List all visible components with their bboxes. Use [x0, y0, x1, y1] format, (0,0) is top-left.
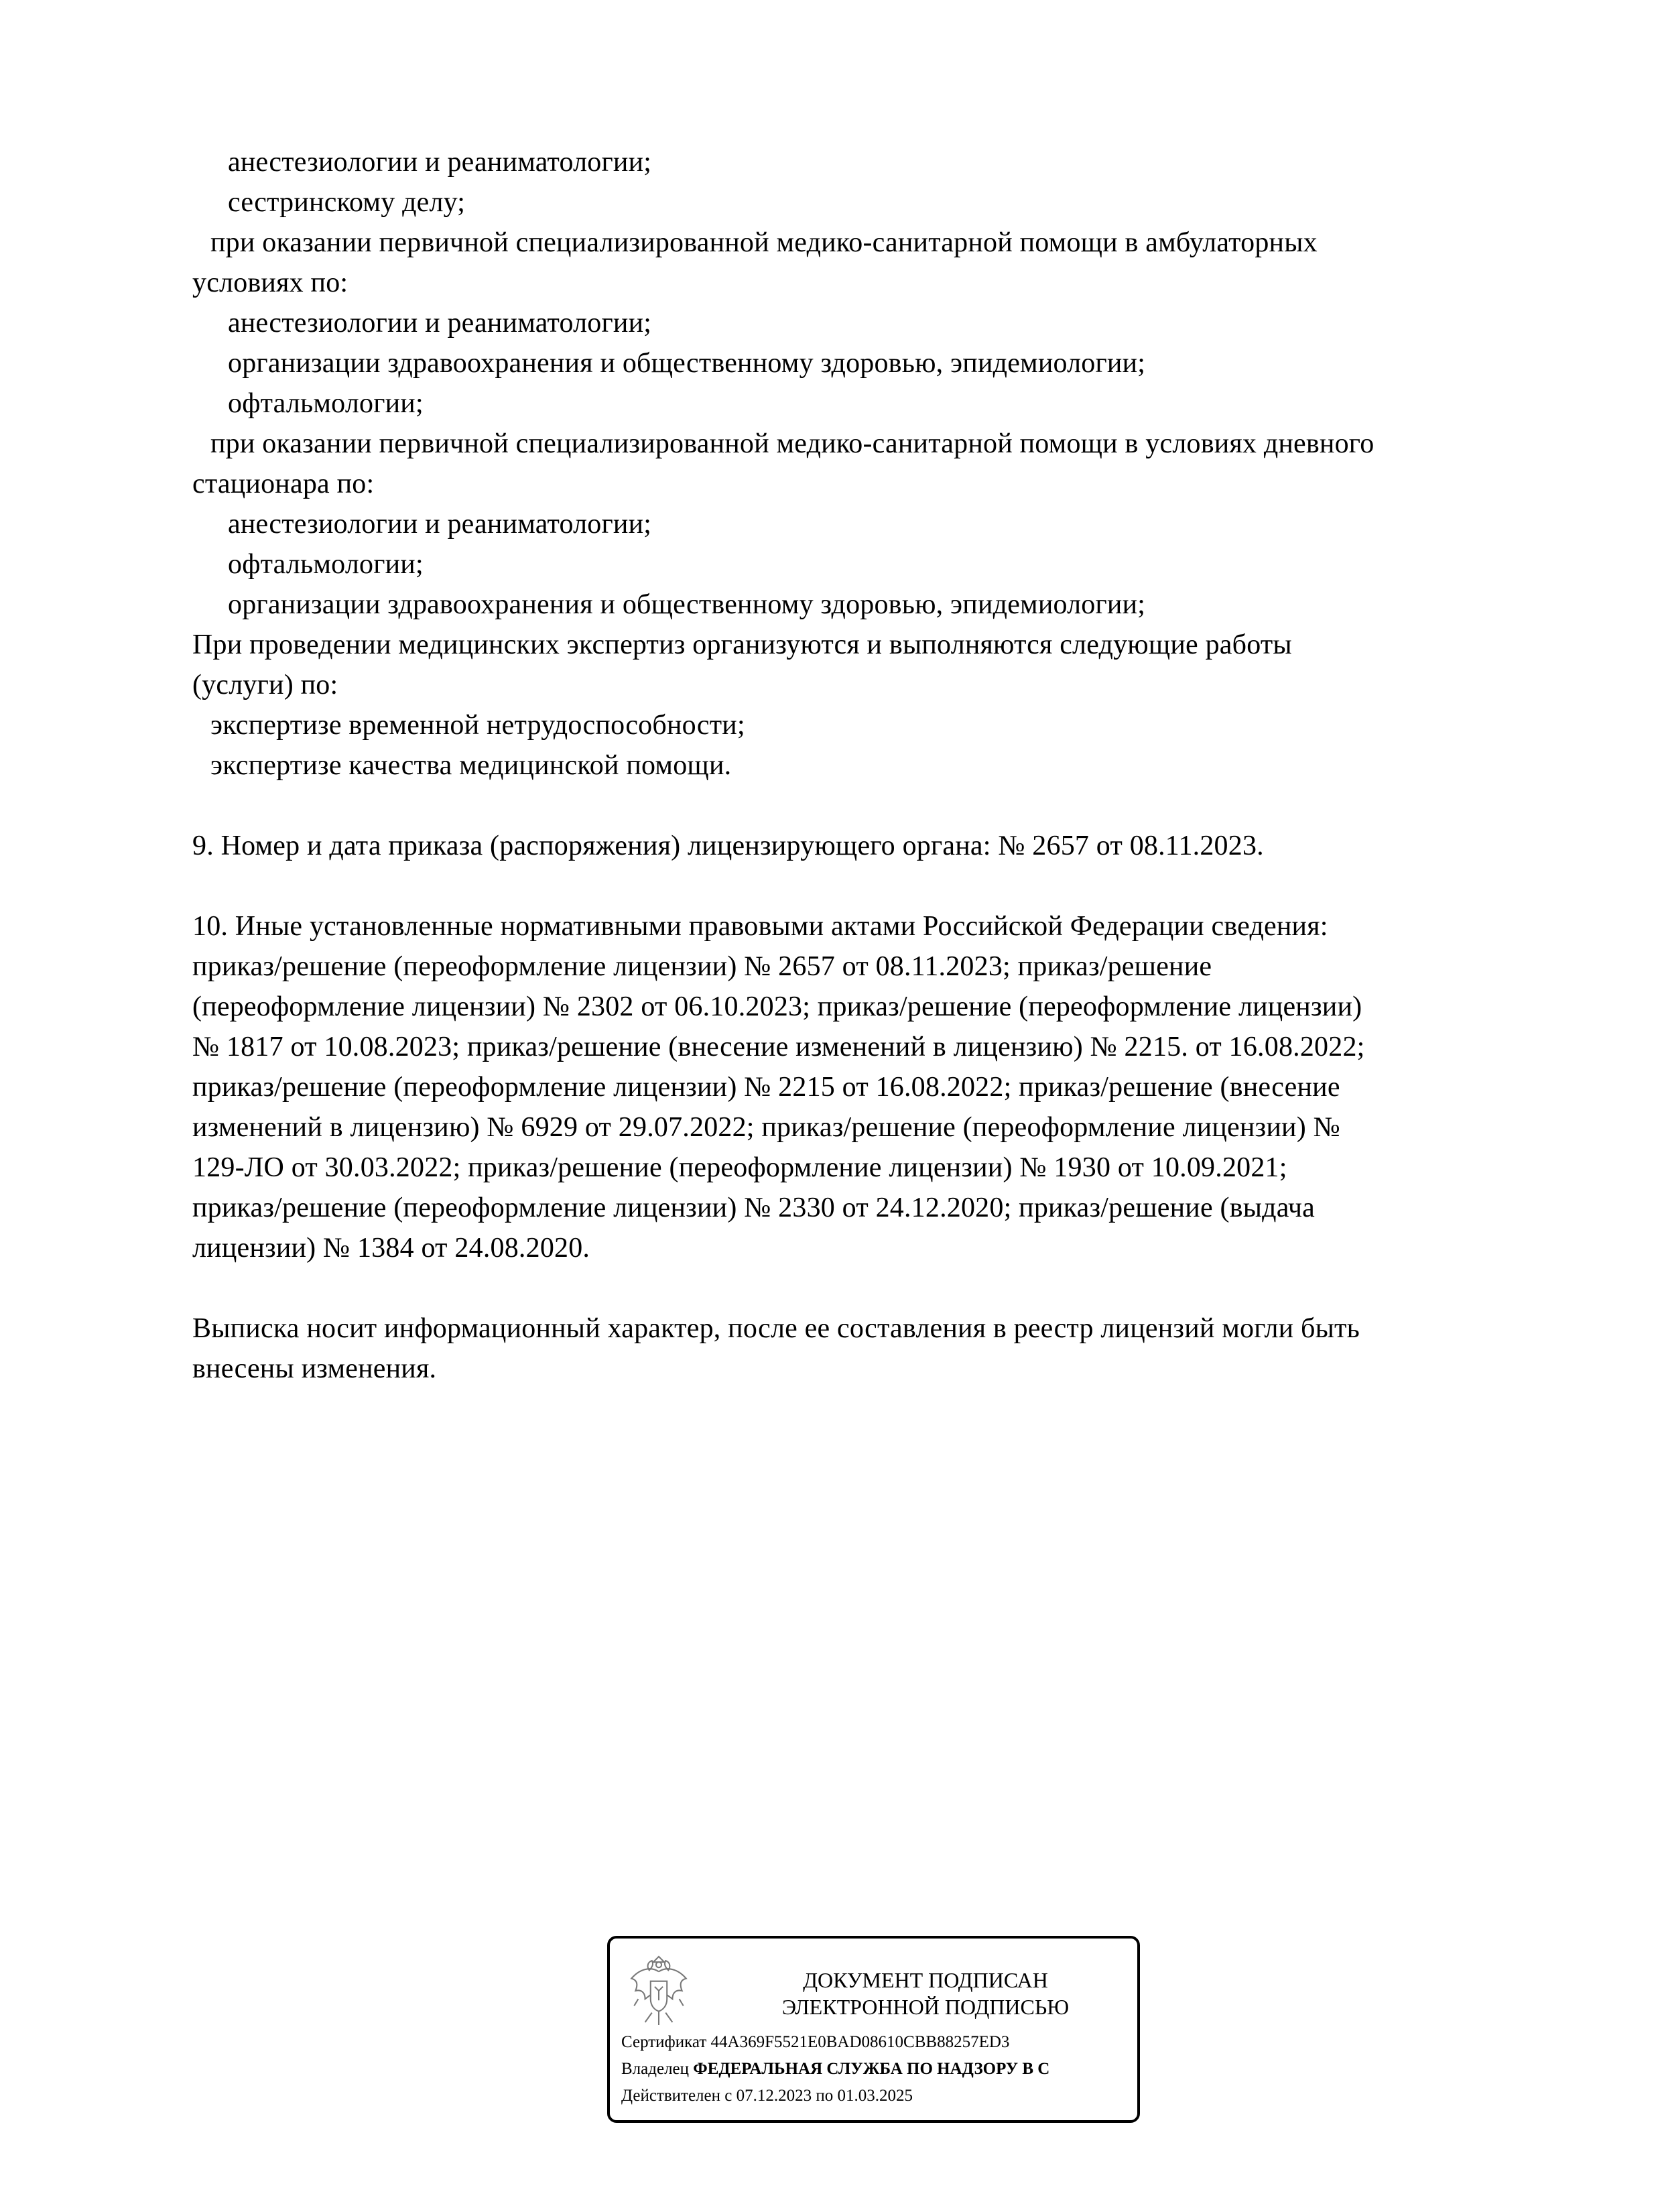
document-body — [192, 142, 1559, 1389]
text-line: (услуги) по: — [192, 670, 338, 700]
text-line: 9. Номер и дата приказа (распоряжения) лицензирующего органа: № 2657 от 08.11.2023. — [192, 831, 1264, 861]
text-line: офтальмологии; — [228, 549, 424, 580]
russian-coat-of-arms-icon — [625, 1951, 693, 2034]
text-line: При проведении медицинских экспертиз организуются и выполняются следующие работы — [192, 629, 1292, 660]
text-line: офтальмологии; — [228, 388, 424, 419]
text-line: лицензии) № 1384 от 24.08.2020. — [192, 1233, 590, 1264]
paragraph-gap — [192, 786, 1559, 826]
text-line: 10. Иные установленные нормативными правовыми актами Российской Федерации сведения: — [192, 911, 1328, 942]
owner-row — [621, 2059, 1049, 2079]
text-line: сестринскому делу; — [228, 187, 466, 218]
text-line: анестезиологии и реаниматологии; — [228, 308, 652, 339]
text-line: организации здравоохранения и общественному здоровью, эпидемиологии; — [228, 589, 1146, 620]
text-line: анестезиологии и реаниматологии; — [228, 147, 652, 178]
certificate-label: Сертификат — [621, 2033, 707, 2051]
text-line: приказ/решение (переоформление лицензии) № 2330 от 24.12.2020; приказ/решение (выдача — [192, 1192, 1316, 1223]
text-line: экспертизе качества медицинской помощи. — [210, 750, 732, 781]
text-line: № 1817 от 10.08.2023; приказ/решение (внесение изменений в лицензию) № 2215. от 16.08.2022; — [192, 1032, 1365, 1062]
text-line: внесены изменения. — [192, 1353, 437, 1384]
owner-label: Владелец — [621, 2060, 690, 2078]
signature-title-line1: ДОКУМЕНТ ПОДПИСАН — [803, 1968, 1048, 1992]
text-line: Выписка носит информационный характер, после ее составления в реестр лицензий могли быть — [192, 1313, 1360, 1344]
certificate-row — [621, 2032, 1009, 2052]
signature-title-line2: ЭЛЕКТРОННОЙ ПОДПИСЬЮ — [781, 1995, 1070, 2019]
certificate-value: 44A369F5521E0BAD08610CBB88257ED3 — [710, 2033, 1010, 2051]
signature-title — [728, 1967, 1123, 2020]
text-line: условиях по: — [192, 267, 348, 298]
paragraph-gap — [192, 1268, 1559, 1308]
validity-label: Действителен — [621, 2087, 721, 2105]
electronic-signature-stamp — [607, 1936, 1140, 2123]
validity-value: с 07.12.2023 по 01.03.2025 — [724, 2087, 913, 2105]
text-line: приказ/решение (переоформление лицензии) № 2657 от 08.11.2023; приказ/решение — [192, 951, 1212, 982]
owner-value: ФЕДЕРАЛЬНАЯ СЛУЖБА ПО НАДЗОРУ В С — [693, 2060, 1050, 2078]
text-line: при оказании первичной специализированной медико-санитарной помощи в условиях дневного — [210, 428, 1375, 459]
text-line: организации здравоохранения и общественному здоровью, эпидемиологии; — [228, 348, 1146, 379]
text-line: (переоформление лицензии) № 2302 от 06.10.2023; приказ/решение (переоформление лицензии) — [192, 991, 1362, 1022]
text-line: приказ/решение (переоформление лицензии) № 2215 от 16.08.2022; приказ/решение (внесение — [192, 1072, 1340, 1103]
validity-row — [621, 2086, 913, 2106]
text-line: стационара по: — [192, 469, 375, 499]
text-line: изменений в лицензию) № 6929 от 29.07.2022; приказ/решение (переоформление лицензии) № — [192, 1112, 1340, 1143]
text-line: анестезиологии и реаниматологии; — [228, 509, 652, 540]
text-line: 129-ЛО от 30.03.2022; приказ/решение (переоформление лицензии) № 1930 от 10.09.2021; — [192, 1152, 1287, 1183]
paragraph-gap — [192, 866, 1559, 906]
text-line: при оказании первичной специализированной медико-санитарной помощи в амбулаторных — [210, 227, 1318, 258]
text-line: экспертизе временной нетрудоспособности; — [210, 710, 745, 741]
